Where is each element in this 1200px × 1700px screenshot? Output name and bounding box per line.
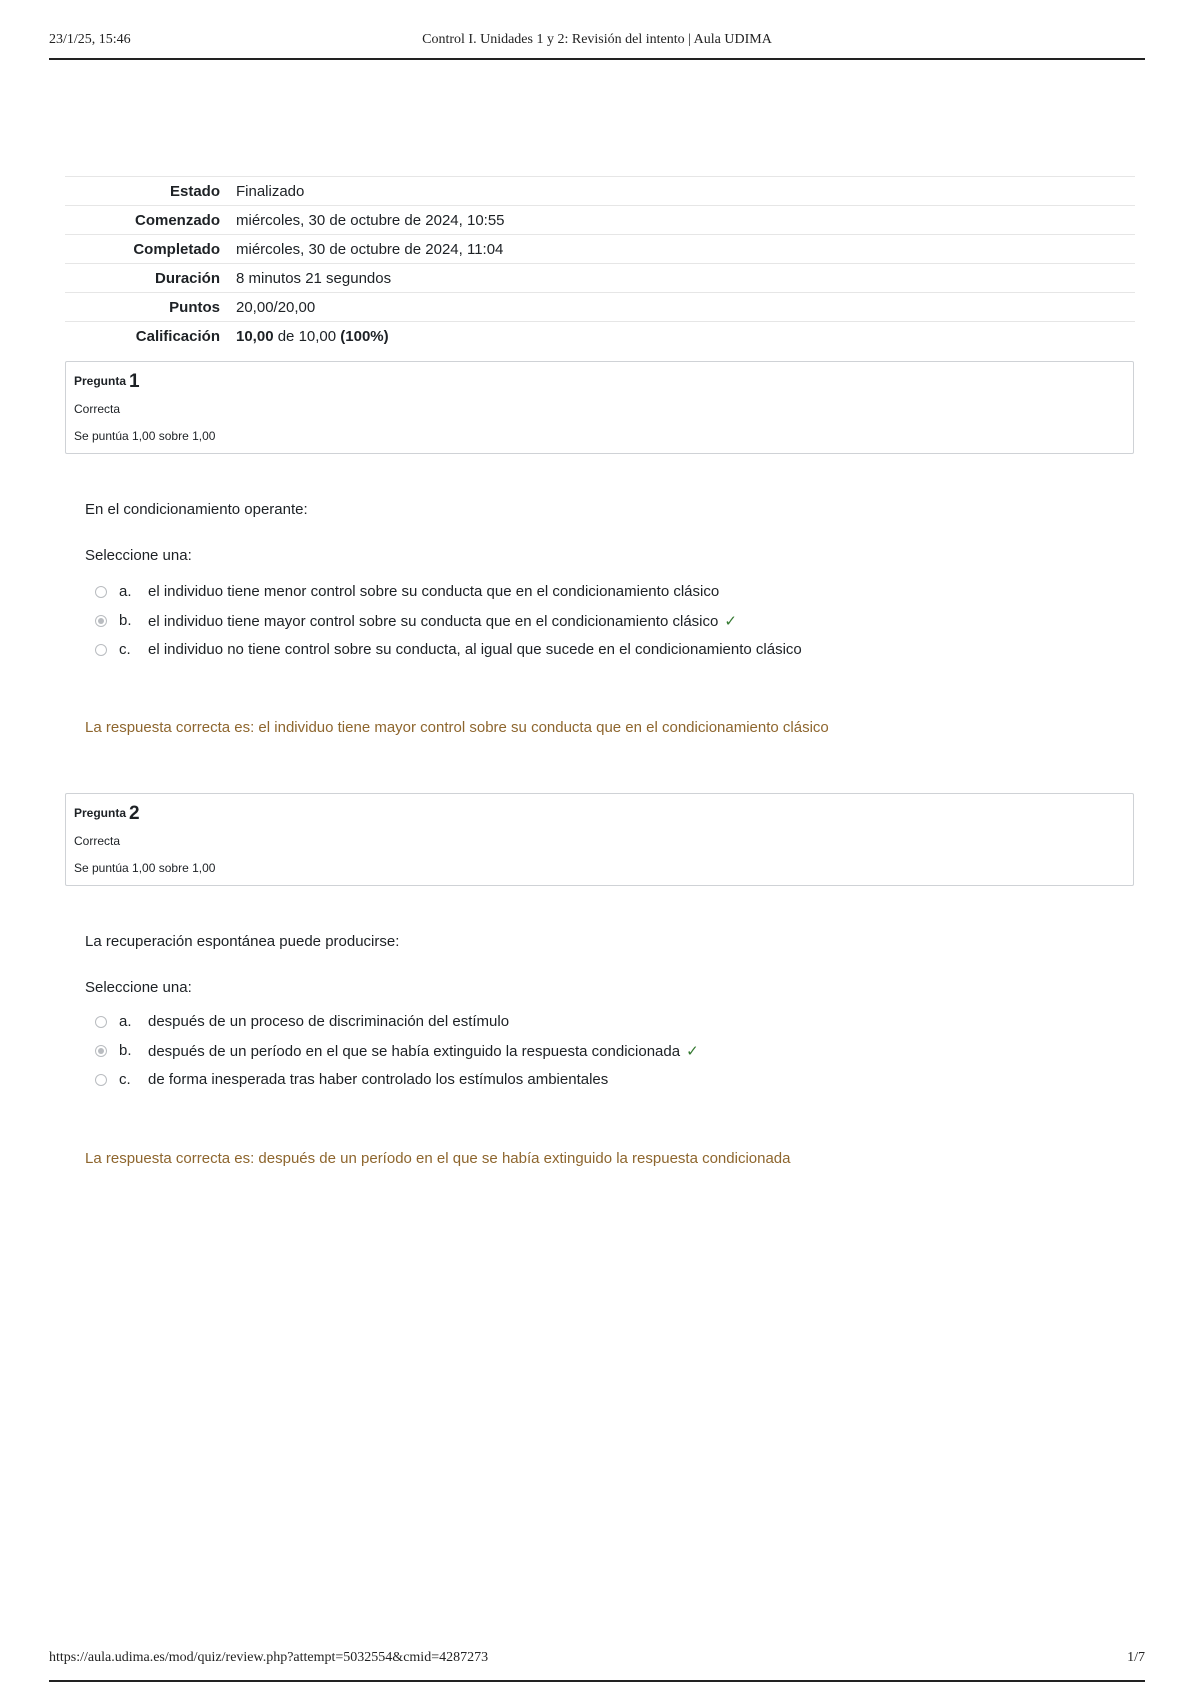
answer-text: el individuo tiene mayor control sobre su conducta que en el condicionamiento clásico bbox=[148, 613, 719, 630]
grade-score: 10,00 bbox=[236, 328, 274, 345]
page-number: 1/7 bbox=[1127, 1650, 1145, 1665]
answer-option-1a[interactable] bbox=[95, 583, 1095, 612]
question-text-1: En el condicionamiento operante: bbox=[85, 501, 308, 518]
summary-row-comenzado bbox=[65, 206, 1135, 235]
answer-letter: c. bbox=[119, 641, 131, 658]
radio-button-selected[interactable] bbox=[95, 1045, 107, 1057]
question-text-2: La recuperación espontánea puede producirse: bbox=[85, 933, 400, 950]
summary-label: Duración bbox=[154, 270, 220, 287]
question-label: Pregunta bbox=[74, 374, 127, 388]
radio-button[interactable] bbox=[95, 644, 107, 656]
answer-text: de forma inesperada tras haber controlado los estímulos ambientales bbox=[148, 1071, 609, 1088]
answer-text-wrap bbox=[148, 612, 737, 630]
summary-label: Estado bbox=[169, 183, 220, 200]
question-number-value: 2 bbox=[129, 803, 140, 824]
answer-letter: b. bbox=[119, 1042, 132, 1059]
radio-button[interactable] bbox=[95, 1074, 107, 1086]
answer-option-1b[interactable] bbox=[95, 612, 1095, 641]
correct-answer-feedback-2: La respuesta correcta es: después de un período en el que se había extinguido la respuesta condicionada bbox=[85, 1150, 791, 1167]
question-label: Pregunta bbox=[74, 806, 127, 820]
print-page-title: Control I. Unidades 1 y 2: Revisión del intento | Aula UDIMA bbox=[422, 32, 772, 47]
answer-prompt-2: Seleccione una: bbox=[85, 979, 192, 996]
print-url: https://aula.udima.es/mod/quiz/review.php?attempt=5032554&cmid=4287273 bbox=[49, 1650, 489, 1665]
summary-value: miércoles, 30 de octubre de 2024, 11:04 bbox=[236, 241, 504, 258]
question-grade: Se puntúa 1,00 sobre 1,00 bbox=[74, 429, 216, 443]
answer-list-2 bbox=[95, 1013, 1095, 1100]
grade-percent: (100%) bbox=[340, 328, 389, 345]
answer-letter: a. bbox=[119, 1013, 132, 1030]
answer-text: el individuo tiene menor control sobre su conducta que en el condicionamiento clásico bbox=[148, 583, 720, 600]
print-header bbox=[49, 28, 1145, 60]
radio-button[interactable] bbox=[95, 1016, 107, 1028]
answer-prompt-1: Seleccione una: bbox=[85, 547, 192, 564]
answer-list-1 bbox=[95, 583, 1095, 670]
question-info-1 bbox=[65, 361, 1134, 454]
radio-button[interactable] bbox=[95, 586, 107, 598]
attempt-summary-table bbox=[65, 176, 1135, 350]
summary-row-completado bbox=[65, 235, 1135, 264]
summary-value: Finalizado bbox=[236, 183, 305, 200]
summary-label: Completado bbox=[133, 241, 220, 258]
correct-answer-feedback-1: La respuesta correcta es: el individuo tiene mayor control sobre su conducta que en el condicionamiento clásico bbox=[85, 719, 829, 736]
question-state: Correcta bbox=[74, 834, 121, 848]
summary-label: Puntos bbox=[169, 299, 220, 316]
question-number-value: 1 bbox=[129, 371, 140, 392]
question-state: Correcta bbox=[74, 402, 121, 416]
summary-row-calificacion bbox=[65, 322, 1135, 351]
summary-row-puntos bbox=[65, 293, 1135, 322]
answer-option-1c[interactable] bbox=[95, 641, 1095, 670]
answer-text: después de un período en el que se había extinguido la respuesta condicionada bbox=[148, 1043, 681, 1060]
question-info-2 bbox=[65, 793, 1134, 886]
print-date: 23/1/25, 15:46 bbox=[49, 32, 131, 47]
check-icon: ✓ bbox=[724, 613, 737, 630]
summary-label: Comenzado bbox=[134, 212, 220, 229]
question-number bbox=[74, 371, 140, 393]
answer-letter: a. bbox=[119, 583, 132, 600]
summary-label: Calificación bbox=[135, 328, 220, 345]
answer-text: después de un proceso de discriminación del estímulo bbox=[148, 1013, 510, 1030]
print-footer bbox=[49, 1650, 1145, 1682]
question-number bbox=[74, 803, 140, 825]
answer-text: el individuo no tiene control sobre su conducta, al igual que sucede en el condicionamiento clásico bbox=[148, 641, 802, 658]
answer-text-wrap bbox=[148, 1042, 699, 1060]
summary-value: miércoles, 30 de octubre de 2024, 10:55 bbox=[236, 212, 505, 229]
answer-option-2a[interactable] bbox=[95, 1013, 1095, 1042]
summary-row-estado bbox=[65, 177, 1135, 206]
answer-option-2c[interactable] bbox=[95, 1071, 1095, 1100]
summary-row-duracion bbox=[65, 264, 1135, 293]
summary-value: 20,00/20,00 bbox=[236, 299, 316, 316]
summary-grade-value bbox=[234, 322, 1135, 351]
question-grade: Se puntúa 1,00 sobre 1,00 bbox=[74, 861, 216, 875]
radio-button-selected[interactable] bbox=[95, 615, 107, 627]
answer-letter: c. bbox=[119, 1071, 131, 1088]
summary-value: 8 minutos 21 segundos bbox=[236, 270, 392, 287]
answer-letter: b. bbox=[119, 612, 132, 629]
grade-of: de 10,00 bbox=[277, 328, 337, 345]
check-icon: ✓ bbox=[686, 1043, 699, 1060]
answer-option-2b[interactable] bbox=[95, 1042, 1095, 1071]
